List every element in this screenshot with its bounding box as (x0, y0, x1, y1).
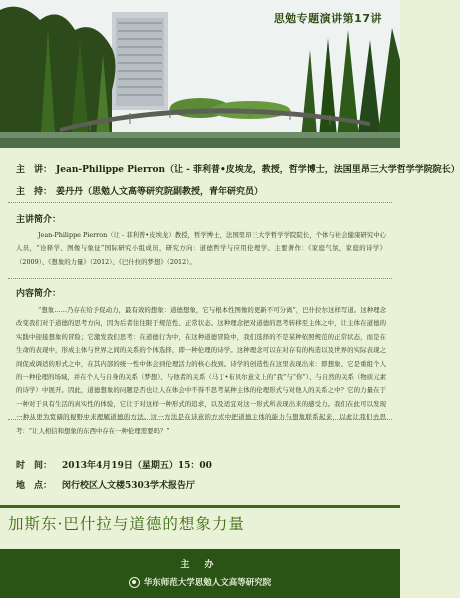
speaker-value: Jean-Philippe Pierron（让 - 菲利普•皮埃龙，教授，哲学博士，法国里昂三大学哲学学院院长） (56, 165, 460, 175)
divider (8, 419, 392, 420)
title-rule (0, 505, 400, 508)
campus-photo (0, 0, 400, 148)
lecture-title: 加斯东·巴什拉与道德的想象力量 (8, 515, 245, 533)
host-value: 姜丹丹（思勉人文高等研究院副教授，青年研究员） (56, 187, 264, 197)
content-title: 内容简介： (16, 289, 62, 299)
speaker-key: 主 讲： (16, 165, 53, 175)
organizer-line (0, 576, 400, 588)
bio-title: 主讲简介： (16, 215, 62, 225)
organizer-label: 主 办 (180, 560, 220, 570)
host-line (16, 184, 386, 197)
location-value: 闵行校区人文楼5303学术报告厅 (62, 481, 196, 491)
bio-paragraph: Jean-Philippe Pierron（让 - 菲利普•皮埃龙）教授，哲学博士，法国里昂三大学哲学学院院长，个体与社会健康研究中心人员，“诠释学、图像与象征”国际研究小组成员，研究方向：道德哲学与应用伦理学。主要著作：《家庭气氛，家庭的诗学》（2009）、《想象的力量》（2012）、《巴什拉的梦想》（2012）。 (16, 231, 386, 266)
host-key: 主 持： (16, 187, 53, 197)
time-value: 2013年4月19日（星期五）15：00 (62, 461, 212, 471)
organizer-name: 华东师范大学思勉人文高等研究院 (143, 578, 272, 588)
speaker-line (16, 162, 460, 175)
divider (8, 278, 392, 279)
location-line (16, 478, 195, 491)
lecture-series-label: 思勉专题演讲第17讲 (273, 12, 382, 25)
location-key: 地 点： (16, 481, 53, 491)
time-line (16, 458, 212, 471)
content-paragraph: “想象……乃存在给予促动力，最有效的想象：道德想象，它与根本性图像的更新不可分离”，巴什拉尔这样写道。这种理念改变我们对于道德的思考方向，因为后者往往限于规范性、正常状态。这种理念把对道德的思考转移至主体之中，让主体在道德的实践中迎接想象的冒险；它激发我们思考：在道德行为中，在这种道德冒险中，我们选择的不是某种依照规范的正常状态，而是在生命的表现中，形成主体与世界之间的关系的个体选择，即一种伦理的诗学。这种理念可以在对存有的构造以及世界的实际表现之间促成调适的形式之中，在其内部的统一性中体会到伦理活力的核心找到。诗学的创造性在这里表现出来：即想象、它是重组个人的一种伦理的场域，并在个人与自身的关系（梦想）、与他者的关系（马丁•布贝尔意义上的“我”与“你”）、与自然的关系（物质元素的诗学）中展开。因此，道德想象的问题是否也让人在体会中不得不思考某种主体的伦理形式与对他人的关系之中？它的力量在于一种对于具有生活的真实性的体验，它让于对这样一种形式的追求，以及适宜对这一形式所表现出来的感受力。我们在此可以发现一种从更为宽阔的视野中来理解道德的方法。这一方法是在诗意的方式中把道德主体的能力与想象联系起来，以此让我们去思考：“让人相信和想象的东西中存在一种伦理需要吗？” (16, 306, 386, 435)
time-key: 时 间： (16, 461, 53, 471)
university-logo-icon (129, 577, 140, 588)
divider (8, 202, 392, 203)
organizer-footer (0, 549, 400, 598)
